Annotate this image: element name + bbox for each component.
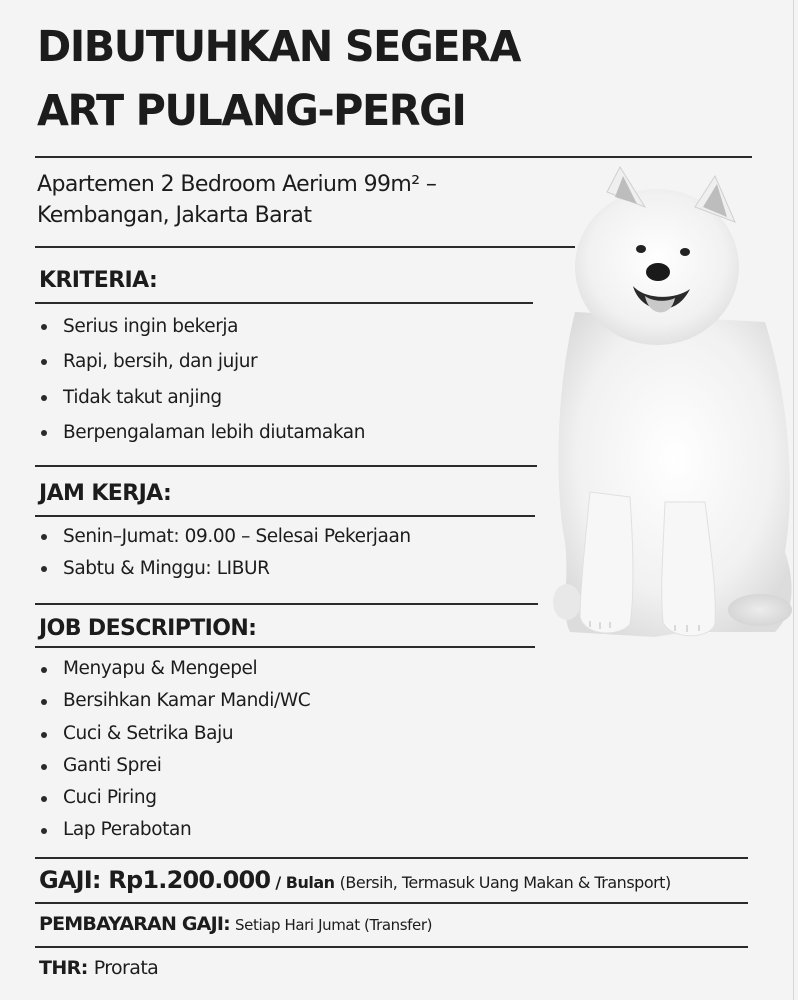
divider: [35, 246, 575, 248]
divider: [35, 156, 752, 158]
list-item: Tidak takut anjing: [39, 380, 365, 415]
title-line-1: DIBUTUHKAN SEGERA: [37, 22, 520, 72]
bullet-icon: [41, 430, 47, 436]
list-item: Menyapu & Mengepel: [39, 653, 310, 685]
divider: [35, 857, 748, 859]
bullet-icon: [41, 534, 47, 540]
divider: [35, 603, 538, 605]
location-line-1: Apartemen 2 Bedroom Aerium 99m² –: [37, 172, 437, 197]
list-item: Rapi, bersih, dan jujur: [39, 344, 365, 379]
bullet-icon: [41, 395, 47, 401]
bullet-icon: [41, 764, 47, 770]
bullet-icon: [41, 324, 47, 330]
list-item: Berpengalaman lebih diutamakan: [39, 415, 365, 450]
list-item: Lap Perabotan: [39, 814, 310, 846]
list-item: Senin–Jumat: 09.00 – Selesai Pekerjaan: [39, 521, 411, 553]
job-description-heading: JOB DESCRIPTION:: [39, 616, 257, 641]
title-line-2: ART PULANG-PERGI: [37, 86, 466, 136]
pembayaran-value: Setiap Hari Jumat (Transfer): [235, 916, 433, 934]
gaji-note: (Bersih, Termasuk Uang Makan & Transport): [339, 873, 671, 892]
divider: [35, 646, 535, 648]
thr-row: [39, 957, 158, 979]
list-item: Cuci & Setrika Baju: [39, 718, 310, 750]
location-line-2: Kembangan, Jakarta Barat: [37, 203, 312, 228]
bullet-icon: [41, 359, 47, 365]
jam-kerja-list: [39, 521, 411, 585]
thr-value: Prorata: [93, 957, 159, 979]
list-item: Ganti Sprei: [39, 750, 310, 782]
samoyed-dog-image: [545, 162, 795, 652]
divider: [35, 946, 748, 948]
gaji-row: [39, 866, 671, 894]
gaji-label: GAJI: Rp1.200.000: [39, 866, 271, 894]
pembayaran-row: [39, 913, 432, 935]
bullet-icon: [41, 796, 47, 802]
divider: [35, 465, 537, 467]
thr-label: THR:: [39, 957, 88, 979]
bullet-icon: [41, 667, 47, 673]
list-item: Sabtu & Minggu: LIBUR: [39, 553, 411, 585]
kriteria-heading: KRITERIA:: [39, 268, 158, 293]
kriteria-list: [39, 309, 365, 450]
bullet-icon: [41, 828, 47, 834]
gaji-period: / Bulan: [275, 873, 335, 892]
job-description-list: [39, 653, 310, 847]
bullet-icon: [41, 699, 47, 705]
bullet-icon: [41, 732, 47, 738]
bullet-icon: [41, 566, 47, 572]
list-item: Cuci Piring: [39, 782, 310, 814]
list-item: Serius ingin bekerja: [39, 309, 365, 344]
divider: [35, 515, 535, 517]
pembayaran-label: PEMBAYARAN GAJI:: [39, 913, 230, 935]
jam-kerja-heading: JAM KERJA:: [39, 481, 172, 506]
list-item: Bersihkan Kamar Mandi/WC: [39, 685, 310, 717]
divider: [35, 902, 748, 904]
divider: [35, 302, 533, 304]
